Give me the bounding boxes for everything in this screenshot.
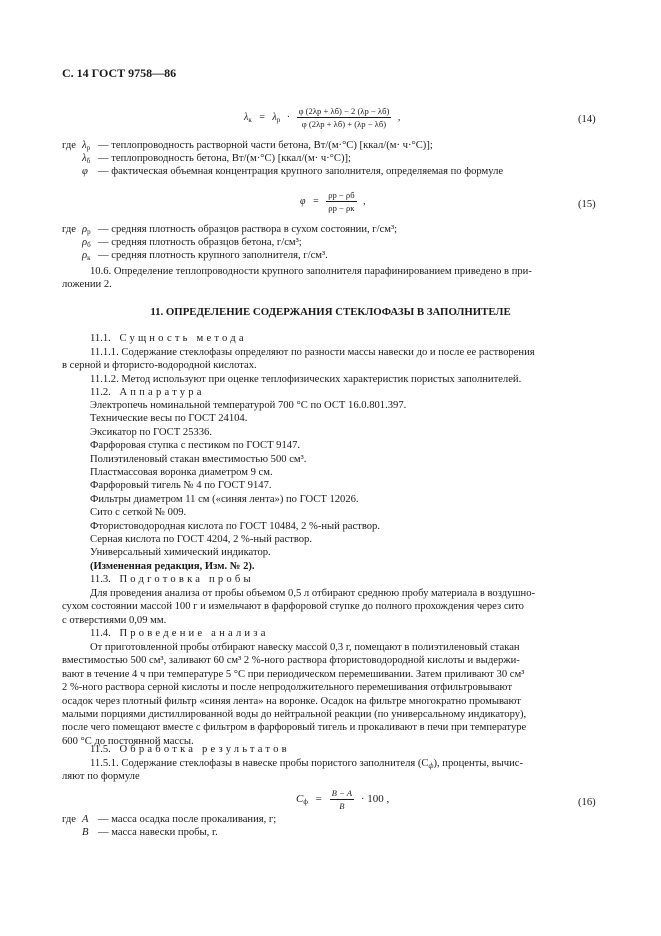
eq15-def-symbol-sub-1: б bbox=[87, 241, 91, 249]
para-11-4-line-3: 2 %-ного раствора серной кислоты и после непродолжительного перемешивания отфильтровывают bbox=[62, 682, 512, 694]
equipment-item-line-5: Пластмассовая воронка диаметром 9 см. bbox=[90, 467, 273, 478]
eq14-dot: · bbox=[286, 111, 291, 123]
para-11-4-line-6: после чего помещают вместе с фильтром в фарфоровый тигель и прокаливают в печи при температуре bbox=[62, 722, 527, 734]
equipment-item-line-3: Фарфоровая ступка с пестиком по ГОСТ 9147. bbox=[90, 440, 301, 452]
para-11-5-1-tail: ), проценты, вычис- bbox=[433, 758, 524, 769]
equipment-item-line-11: Универсальный химический индикатор. bbox=[90, 547, 271, 559]
para-10-6-line1: 10.6. Определение теплопроводности крупного заполнителя парафинированием приведено в при- bbox=[90, 266, 532, 277]
eq14-def-text-0: — теплопроводность растворной части бетона, Вт/(м·°С) [ккал/(м· ч·°С)]; bbox=[98, 140, 433, 151]
eq15-def-symbol-glyph-1: ρ bbox=[82, 237, 88, 248]
equipment-item-line-9: Фтористоводородная кислота по ГОСТ 10484, 2 %-ный раствор. bbox=[90, 520, 380, 532]
eq16-lhs: C bbox=[296, 793, 304, 806]
para-11-1-1-line1: 11.1.1. Содержание стеклофазы определяют по разности массы навески до и после ее растворения bbox=[90, 347, 535, 358]
eq15-def-symbol-sub-0: р bbox=[87, 228, 91, 236]
eq14-def-text-2: — фактическая объемная концентрация крупного заполнителя, определяемая по формуле bbox=[98, 166, 504, 177]
para-11-1-1-line2: в серной и фтористо-водородной кислотах. bbox=[62, 360, 257, 371]
eq16-def-symbol-0 bbox=[82, 813, 88, 826]
eq16-denominator: B bbox=[339, 801, 345, 811]
eq16-def-symbol-glyph-0: A bbox=[82, 814, 89, 825]
equipment-item-line-6: Фарфоровый тигель № 4 по ГОСТ 9147. bbox=[90, 480, 272, 492]
amendment-note: (Измененная редакция, Изм. № 2). bbox=[90, 561, 255, 572]
eq15-def-prefix-0: где bbox=[62, 224, 76, 235]
equipment-item-line-7: Фильтры диаметром 11 см («синяя лента») по ГОСТ 12026. bbox=[90, 493, 359, 505]
eq14-def-symbol-2 bbox=[82, 165, 88, 178]
eq16-def-text-1: — масса навески пробы, г. bbox=[98, 827, 218, 838]
eq15-lhs: φ bbox=[300, 195, 306, 207]
eq14-equals: = bbox=[259, 111, 265, 123]
eq16-numerator: B − A bbox=[331, 788, 353, 798]
eq15-def-symbol-2 bbox=[82, 249, 91, 265]
eq14-numerator: φ (2λр + λб) − 2 (λр − λб) bbox=[298, 106, 390, 116]
para-11-5-1-text: 11.5.1. Содержание стеклофазы в навеске пробы пористого заполнителя (С bbox=[90, 758, 429, 769]
para-11-5-1-sub: ф bbox=[428, 762, 434, 770]
page-header: С. 14 ГОСТ 9758—86 bbox=[62, 66, 177, 80]
eq14-fraction bbox=[297, 106, 392, 129]
para-10-6-line2: ложении 2. bbox=[62, 279, 112, 290]
heading-11-4-number: 11.4. bbox=[90, 628, 111, 639]
heading-11-2 bbox=[90, 386, 205, 399]
para-11-4-line-4: осадок через плотный фильтр «синяя лента» на воронке. Осадок на фильтре многократно промывают bbox=[62, 695, 521, 707]
eq16-def-symbol-1 bbox=[82, 826, 88, 839]
para-11-3-line-1: сухом состоянии массой 100 г и измельчают в фарфоровой ступке до полного прохождения через сито bbox=[62, 601, 524, 613]
heading-11-1-title: Сущность метода bbox=[119, 333, 247, 344]
para-11-4-line-7: 600 °С до постоянной массы. bbox=[62, 735, 194, 747]
heading-11-4 bbox=[90, 627, 269, 640]
eq14-def-symbol-glyph-0: λ bbox=[82, 140, 87, 151]
eq14-def-text-1: — теплопроводность бетона, Вт/(м·°С) [ккал/(м· ч·°С)]; bbox=[98, 153, 351, 164]
eq16-def-prefix-0: где bbox=[62, 814, 76, 825]
eq14-denominator: φ (2λр + λб) + (λр − λб) bbox=[301, 119, 387, 129]
heading-11-3 bbox=[90, 573, 254, 586]
eq15-def-text-2: — средняя плотность крупного заполнителя, г/см³. bbox=[98, 250, 328, 261]
equation-16 bbox=[296, 788, 389, 811]
eq16-def-symbol-glyph-1: B bbox=[82, 827, 89, 838]
eq14-def-prefix-0: где bbox=[62, 140, 76, 151]
eq15-fraction bbox=[326, 190, 356, 213]
equipment-item-line-2: Эксикатор по ГОСТ 25336. bbox=[90, 426, 212, 438]
equipment-item-line-4: Полиэтиленовый стакан вместимостью 500 см³. bbox=[90, 453, 307, 465]
para-11-3-line-0: Для проведения анализа от пробы объемом 0,5 л отбирают среднюю пробу материала в воздушно- bbox=[90, 588, 536, 599]
eq14-def-symbol-sub-0: р bbox=[86, 144, 91, 152]
eq16-multiplier: · 100 , bbox=[360, 793, 390, 806]
heading-11-5-number: 11.5. bbox=[90, 744, 111, 755]
eq16-def-text-0: — масса осадка после прокаливания, г; bbox=[98, 814, 277, 825]
eq14-number: (14) bbox=[578, 114, 596, 125]
eq16-lhs-sub: ф bbox=[303, 798, 308, 807]
eq15-def-text-0: — средняя плотность образцов раствора в сухом состоянии, г/см³; bbox=[98, 224, 398, 235]
heading-11-1-number: 11.1. bbox=[90, 333, 111, 344]
eq15-numerator: ρр − ρб bbox=[328, 190, 355, 200]
heading-11-2-title: Аппаратура bbox=[119, 387, 205, 398]
para-11-3-line-2: с отверстиями 0,09 мм. bbox=[62, 614, 167, 626]
para-11-4-line-1: вместимостью 500 см³, заливают 60 см³ 2 %-ного раствора фтористоводородной кислоты и выдержи- bbox=[62, 655, 520, 667]
heading-11-5 bbox=[90, 743, 290, 756]
heading-11-3-title: Подготовка пробы bbox=[119, 574, 254, 585]
eq14-mid: λ bbox=[272, 111, 277, 123]
equation-15 bbox=[300, 190, 366, 213]
equation-14 bbox=[244, 106, 400, 129]
eq15-def-symbol-glyph-0: ρ bbox=[82, 224, 88, 235]
eq15-number: (15) bbox=[578, 199, 596, 210]
eq15-def-text-1: — средняя плотность образцов бетона, г/см³; bbox=[98, 237, 302, 248]
eq14-def-symbol-glyph-2: φ bbox=[82, 166, 88, 177]
para-11-5-1-line2: ляют по формуле bbox=[62, 771, 140, 782]
para-11-5-1-line1 bbox=[90, 757, 523, 773]
section-title: 11. ОПРЕДЕЛЕНИЕ СОДЕРЖАНИЯ СТЕКЛОФАЗЫ В ЗАПОЛНИТЕЛЕ bbox=[150, 306, 511, 318]
eq14-comma: , bbox=[397, 111, 401, 123]
eq16-fraction bbox=[330, 788, 354, 811]
eq14-mid-sub: р bbox=[276, 115, 281, 124]
para-11-4-line-0: От приготовленной пробы отбирают навеску массой 0,3 г, помещают в полиэтиленовый стакан bbox=[90, 642, 520, 653]
eq15-equals: = bbox=[313, 195, 319, 207]
eq14-lhs: λ bbox=[244, 111, 249, 123]
equipment-item-line-10: Серная кислота по ГОСТ 4204, 2 %-ный раствор. bbox=[90, 534, 312, 545]
equipment-item-line-8: Сито с сеткой № 009. bbox=[90, 507, 187, 519]
heading-11-5-title: Обработка результатов bbox=[119, 744, 290, 755]
eq14-def-symbol-sub-1: б bbox=[86, 157, 91, 165]
heading-11-2-number: 11.2. bbox=[90, 387, 111, 398]
heading-11-1 bbox=[90, 332, 247, 345]
para-11-4-line-2: вают в течение 4 ч при температуре 5 °С при периодическом перемешивании. Затем приливают 30 см³ bbox=[62, 668, 525, 680]
eq15-denominator: ρр − ρк bbox=[328, 203, 355, 213]
para-11-4-line-5: малыми порциями дистиллированной воды до нейтральной реакции (по универсальному индикатору), bbox=[62, 709, 527, 720]
eq15-def-symbol-glyph-2: ρ bbox=[82, 250, 88, 261]
eq14-def-symbol-glyph-1: λ bbox=[82, 153, 87, 164]
heading-11-4-title: Проведение анализа bbox=[119, 628, 269, 639]
eq16-number: (16) bbox=[578, 797, 596, 808]
equipment-item-line-0: Электропечь номинальной температурой 700 °С по ОСТ 16.0.801.397. bbox=[90, 400, 407, 411]
eq15-def-symbol-sub-2: к bbox=[87, 254, 91, 262]
heading-11-3-number: 11.3. bbox=[90, 574, 111, 585]
para-11-1-2: 11.1.2. Метод используют при оценке теплофизических характеристик пористых заполнителей. bbox=[90, 374, 522, 385]
eq14-lhs-sub: к bbox=[248, 115, 252, 124]
eq15-comma: , bbox=[363, 195, 366, 207]
eq16-equals: = bbox=[315, 793, 322, 806]
equipment-item-line-1: Технические весы по ГОСТ 24104. bbox=[90, 413, 248, 425]
